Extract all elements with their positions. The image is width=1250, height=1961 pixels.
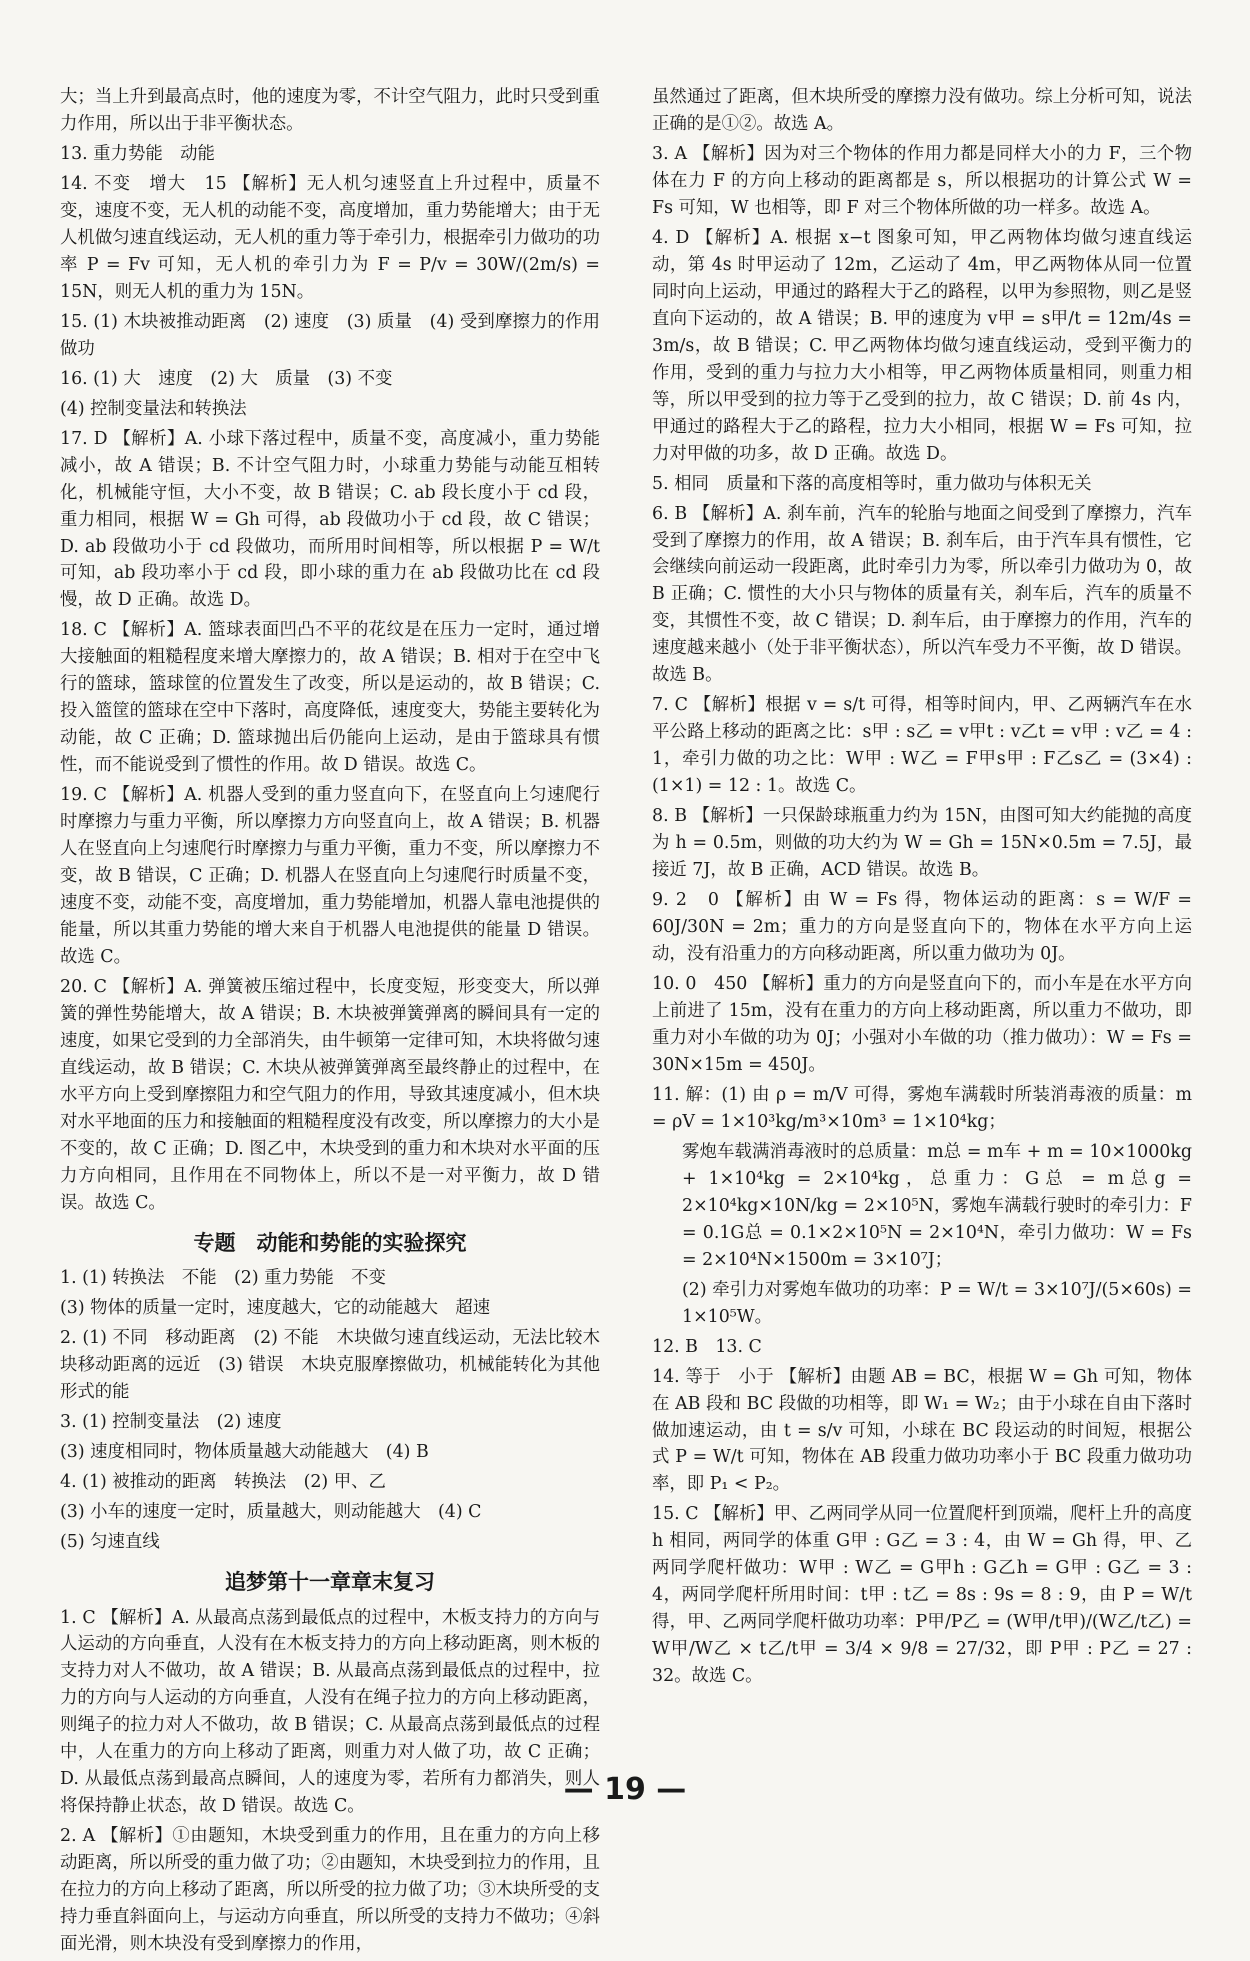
page-number: — 19 —	[563, 1772, 687, 1807]
answer-paragraph: 14. 等于 小于 【解析】由题 AB = BC，根据 W = Gh 可知，物体在 AB 段和 BC 段做的功相等，即 W₁ = W₂；由于小球在自由下落时做加速运动，由 t = s/v 可知，小球在 BC 段运动的时间短，根据公式 P = W/t 可知，物体在 AB 段重力做功功率小于 BC 段重力做功功率，即 P₁ < P₂。	[652, 1366, 1192, 1495]
section-heading: 专题 动能和势能的实验探究	[193, 1230, 467, 1255]
answer-paragraph: 19. C 【解析】A. 机器人受到的重力竖直向下，在竖直向上匀速爬行时摩擦力与重力平衡，所以摩擦力方向竖直向上，故 A 错误；B. 机器人在竖直向上匀速爬行时摩擦力与重力平衡，重力不变，所以摩擦力不变，故 B 错误，C 正确；D. 机器人在竖直向上匀速爬行时质量不变，速度不变，动能不变，高度增加，重力势能增加，机器人靠电池提供的能量，所以其重力势能的增大来自于机器人电池提供的能量 D 错误。故选 C。	[60, 785, 600, 968]
answer-paragraph: 6. B 【解析】A. 刹车前，汽车的轮胎与地面之间受到了摩擦力，汽车受到了摩擦力的作用，故 A 错误；B. 刹车后，由于汽车具有惯性，它会继续向前运动一段距离，此时牵引力为零，所以牵引力做功为 0，故 B 正确；C. 惯性的大小只与物体的质量有关，刹车后，汽车的质量不变，其惯性不变，故 C 错误；D. 刹车后，由于摩擦力的作用，汽车的速度越来越小（处于非平衡状态），所以汽车受力不平衡，故 D 错误。故选 B。	[652, 503, 1192, 686]
answer-paragraph: 12. B 13. C	[652, 1336, 762, 1357]
answer-paragraph: 17. D 【解析】A. 小球下落过程中，质量不变，高度减小，重力势能减小，故 A 错误；B. 不计空气阻力时，小球重力势能与动能互相转化，机械能守恒，大小不变，故 B 错误；C. ab 段长度小于 cd 段，重力相同，根据 W = Gh 可得，ab 段做功小于 cd 段，故 C 错误；D. ab 段做功小于 cd 段做功，而所用时间相等，所以根据 P = W/t 可知，ab 段功率小于 cd 段，即小球的重力在 ab 段做功比在 cd 段慢，故 D 正确。故选 D。	[60, 428, 600, 611]
answer-paragraph: (5) 匀速直线	[60, 1531, 160, 1552]
answer-paragraph: 3. A 【解析】因为对三个物体的作用力都是同样大小的力 F，三个物体在力 F 的方向上移动的距离都是 s，所以根据功的计算公式 W = Fs 可知，W 也相等，即 F 对三个物体所做的功一样多。故选 A。	[652, 143, 1192, 218]
answer-paragraph: 18. C 【解析】A. 篮球表面凹凸不平的花纹是在压力一定时，通过增大接触面的粗糙程度来增大摩擦力的，故 A 错误；B. 相对于在空中飞行的篮球，篮球筐的位置发生了改变，所以是运动的，故 B 错误；C. 投入篮筐的篮球在空中下落时，高度降低，速度变大，势能主要转化为动能，故 C 正确；D. 篮球抛出后仍能向上运动，是由于篮球具有惯性，而不能说受到了惯性的作用。故 D 错误。故选 C。	[60, 620, 600, 776]
answer-paragraph: 10. 0 450 【解析】重力的方向是竖直向下的，而小车是在水平方向上前进了 15m，没有在重力的方向上移动距离，所以重力不做功，即重力对小车做的功为 0J；小强对小车做的功（推力做功）：W = Fs = 30N×15m = 450J。	[652, 974, 1192, 1075]
answer-paragraph: 1. (1) 转换法 不能 (2) 重力势能 不变	[60, 1268, 386, 1289]
section-heading: 追梦第十一章章末复习	[225, 1569, 435, 1594]
answer-paragraph: 2. A 【解析】①由题知，木块受到重力的作用，且在重力的方向上移动距离，所以所受的重力做了功；②由题知，木块受到拉力的作用，且在拉力的方向上移动了距离，所以所受的拉力做了功；③木块所受的支持力垂直斜面向上，与运动方向垂直，所以所受的支持力不做功；④斜面光滑，则木块没有受到摩擦力的作用，	[60, 1826, 600, 1955]
answer-paragraph: 7. C 【解析】根据 v = s/t 可得，相等时间内，甲、乙两辆汽车在水平公路上移动的距离之比：s甲 : s乙 = v甲t : v乙t = v甲 : v乙 = 4 : 1，牵引力做的功之比：W甲 : W乙 = F甲s甲 : F乙s乙 = (3×4) : (1×1) = 12 : 1。故选 C。	[652, 695, 1192, 797]
answer-paragraph: 2. (1) 不同 移动距离 (2) 不能 木块做匀速直线运动，无法比较木块移动距离的远近 (3) 错误 木块克服摩擦做功，机械能转化为其他形式的能	[60, 1328, 600, 1403]
answer-paragraph: (2) 牵引力对雾炮车做功的功率：P = W/t = 3×10⁷J/(5×60s) = 1×10⁵W。	[682, 1279, 1192, 1327]
answer-paragraph: 大；当上升到最高点时，他的速度为零，不计空气阻力，此时只受到重力作用，所以出于非平衡状态。	[60, 87, 600, 134]
answer-paragraph: 15. C 【解析】甲、乙两同学从同一位置爬杆到顶端，爬杆上升的高度 h 相同，两同学的体重 G甲 : G乙 = 3 : 4，由 W = Gh 得，甲、乙两同学爬杆做功：W甲 : W乙 = G甲h : G乙h = G甲 : G乙 = 3 : 4，两同学爬杆所用时间：t甲 : t乙 = 8s : 9s = 8 : 9，由 P = W/t 得，甲、乙两同学爬杆做功功率：P甲/P乙 = (W甲/t甲)/(W乙/t乙) = W甲/W乙 × t乙/t甲 = 3/4 × 9/8 = 27/32，即 P甲 : P乙 = 27 : 32。故选 C。	[652, 1504, 1192, 1687]
answer-paragraph: 11. 解：(1) 由 ρ = m/V 可得，雾炮车满载时所装消毒液的质量：m = ρV = 1×10³kg/m³×10m³ = 1×10⁴kg；	[652, 1084, 1192, 1132]
answer-paragraph: 8. B 【解析】一只保龄球瓶重力约为 15N，由图可知大约能抛的高度为 h = 0.5m，则做的功大约为 W = Gh = 15N×0.5m = 7.5J，最接近 7J，故 B 正确，ACD 错误。故选 B。	[652, 806, 1192, 881]
answer-paragraph: 5. 相同 质量和下落的高度相等时，重力做功与体积无关	[652, 473, 1092, 494]
answer-paragraph: (3) 物体的质量一定时，速度越大，它的动能越大 超速	[60, 1298, 491, 1319]
right-column	[652, 84, 1192, 1693]
answer-paragraph: 4. D 【解析】A. 根据 x−t 图象可知，甲乙两物体均做匀速直线运动，第 4s 时甲运动了 12m，乙运动了 4m，甲乙两物体从同一位置同时向上运动，甲通过的路程大于乙的路程，以甲为参照物，则乙是竖直向下运动的，故 A 错误；B. 甲的速度为 v甲 = s甲/t = 12m/4s = 3m/s，故 B 错误；C. 甲乙两物体均做匀速直线运动，受到平衡力的作用，受到的重力与拉力大小相等，甲乙两物体质量相同，则重力相等，所以甲受到的拉力等于乙受到的拉力，故 C 错误；D. 前 4s 内，甲通过的路程大于乙的路程，拉力大小相同，根据 W = Fs 可知，拉力对甲做的功多，故 D 正确。故选 D。	[652, 227, 1192, 464]
answer-paragraph: 3. (1) 控制变量法 (2) 速度	[60, 1412, 282, 1433]
answer-paragraph: (3) 速度相同时，物体质量越大动能越大 (4) B	[60, 1442, 429, 1463]
answer-paragraph: (3) 小车的速度一定时，质量越大，则动能越大 (4) C	[60, 1502, 482, 1523]
answer-paragraph: 9. 2 0 【解析】由 W = Fs 得，物体运动的距离：s = W/F = 60J/30N = 2m；重力的方向是竖直向下的，物体在水平方向上运动，没有沿重力的方向移动距离，所以重力做功为 0J。	[652, 890, 1192, 965]
answer-paragraph: 13. 重力势能 动能	[60, 143, 215, 164]
answer-paragraph: 虽然通过了距离，但木块所受的摩擦力没有做功。综上分析可知，说法正确的是①②。故选 A。	[652, 87, 1192, 134]
answer-paragraph: 1. C 【解析】A. 从最高点荡到最低点的过程中，木板支持力的方向与人运动的方向垂直，人没有在木板支持力的方向上移动距离，则木板的支持力对人不做功，故 A 错误；B. 从最高点荡到最低点的过程中，拉力的方向与人运动的方向垂直，人没有在绳子拉力的方向上移动距离，则绳子的拉力对人不做功，故 B 错误；C. 从最高点荡到最低点的过程中，人在重力的方向上移动了距离，则重力对人做了功，故 C 正确；D. 从最低点荡到最高点瞬间，人的速度为零，若所有力都消失，则人将保持静止状态，故 D 错误。故选 C。	[60, 1607, 600, 1817]
answer-paragraph: 16. (1) 大 速度 (2) 大 质量 (3) 不变	[60, 368, 393, 389]
answer-paragraph: 4. (1) 被推动的距离 转换法 (2) 甲、乙	[60, 1472, 386, 1493]
answer-paragraph: (4) 控制变量法和转换法	[60, 398, 247, 419]
answer-paragraph: 15. (1) 木块被推动距离 (2) 速度 (3) 质量 (4) 受到摩擦力的作用 做功	[60, 311, 618, 359]
answer-paragraph: 20. C 【解析】A. 弹簧被压缩过程中，长度变短，形变变大，所以弹簧的弹性势能增大，故 A 错误；B. 木块被弹簧弹离的瞬间具有一定的速度，如果它受到的力全部消失，由牛顿第一定律可知，木块将做匀速直线运动，故 B 错误；C. 木块从被弹簧弹离至最终静止的过程中，在水平方向上受到摩擦阻力和空气阻力的作用，导致其速度减小，但木块对水平地面的压力和接触面的粗糙程度没有改变，所以摩擦力的大小是不变的，故 C 正确；D. 图乙中，木块受到的重力和木块对水平面的压力方向相同，且作用在不同物体上，所以不是一对平衡力，故 D 错误。故选 C。	[60, 977, 600, 1213]
answer-paragraph: 雾炮车载满消毒液时的总质量：m总 = m车 + m = 10×1000kg + 1×10⁴kg = 2×10⁴kg，总重力：G总 = m总g = 2×10⁴kg×10N/kg = 2×10⁵N，雾炮车满载行驶时的牵引力：F = 0.1G总 = 0.1×2×10⁵N = 2×10⁴N，牵引力做功：W = Fs = 2×10⁴N×1500m = 3×10⁷J；	[682, 1141, 1192, 1270]
left-column	[60, 84, 618, 1961]
answer-paragraph: 14. 不变 增大 15 【解析】无人机匀速竖直上升过程中，质量不变，速度不变，无人机的动能不变，高度增加，重力势能增大；由于无人机做匀速直线运动，无人机的重力等于牵引力，根据牵引力做功的功率 P = Fv 可知，无人机的牵引力为 F = P/v = 30W/(2m/s) = 15N，则无人机的重力为 15N。	[60, 173, 600, 302]
